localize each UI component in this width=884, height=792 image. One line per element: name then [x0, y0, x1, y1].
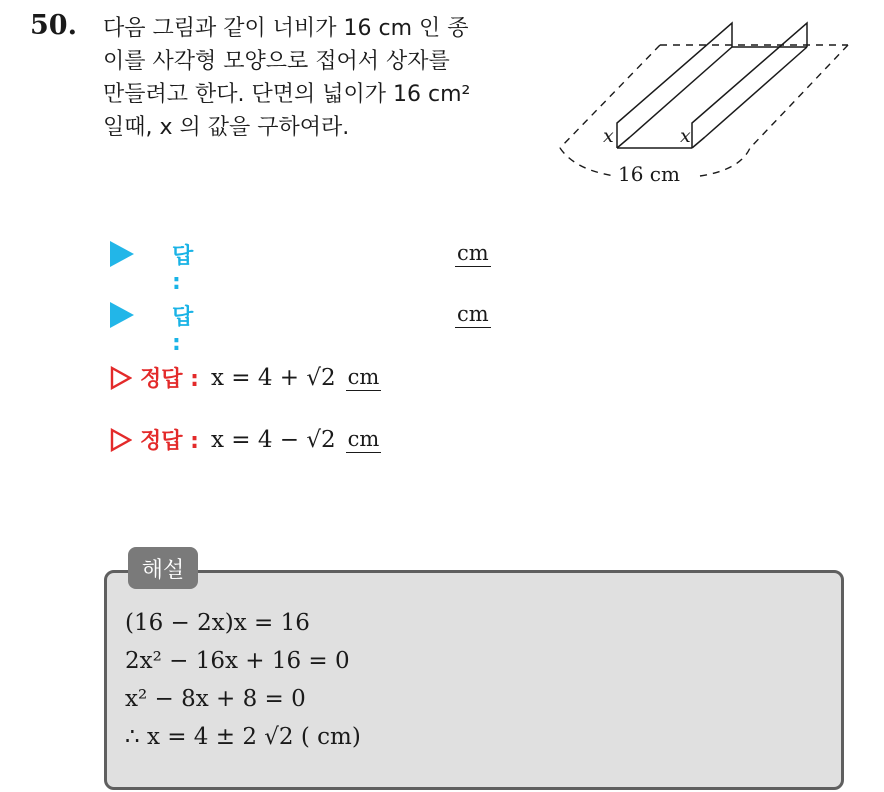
solution-line-4: ∴ x = 4 ± 2 √2 ( cm) — [125, 724, 361, 750]
question-text — [103, 12, 543, 144]
question-line-2: 이를 사각형 모양으로 접어서 상자를 — [103, 49, 450, 74]
correct-answer-unit: cm — [347, 427, 380, 451]
question-line-3: 만들려고 한다. 단면의 넓이가 16 cm² — [103, 82, 471, 107]
play-arrow-icon — [110, 302, 134, 328]
solution-lines — [125, 604, 361, 756]
answer-row-2 — [110, 297, 194, 356]
folded-paper-figure — [555, 18, 855, 188]
correct-answer-unit: cm — [347, 365, 380, 389]
figure-label-x-right: x — [680, 125, 691, 147]
correct-answer-expression: x = 4 − √2 — [210, 426, 336, 453]
play-arrow-icon — [110, 241, 134, 267]
correct-answer-row-2 — [110, 424, 381, 455]
question-line-1: 다음 그림과 같이 너비가 16 cm 인 종 — [103, 16, 469, 41]
figure-label-width: 16 cm — [618, 162, 680, 186]
solution-line-2: 2x² − 16x + 16 = 0 — [125, 648, 350, 674]
outline-arrow-icon — [110, 366, 132, 390]
correct-answer-expression: x = 4 + √2 — [210, 364, 336, 391]
answer-row-1 — [110, 236, 194, 295]
solution-line-3: x² − 8x + 8 = 0 — [125, 686, 306, 712]
solution-line-1: (16 − 2x)x = 16 — [125, 610, 310, 636]
correct-answer-row-1 — [110, 362, 381, 393]
correct-answer-label: 정답 : — [140, 429, 199, 454]
answer-unit: cm — [457, 241, 489, 265]
answer-label: 답 : — [172, 244, 194, 295]
question-line-4: 일때, x 의 값을 구하여라. — [103, 115, 350, 140]
correct-answer-label: 정답 : — [140, 367, 199, 392]
answer-unit: cm — [457, 302, 489, 326]
answer-label: 답 : — [172, 305, 194, 356]
figure-label-x-left: x — [603, 125, 614, 147]
question-number: 50. — [30, 10, 77, 41]
solution-tag: 해설 — [128, 547, 198, 589]
outline-arrow-icon — [110, 428, 132, 452]
